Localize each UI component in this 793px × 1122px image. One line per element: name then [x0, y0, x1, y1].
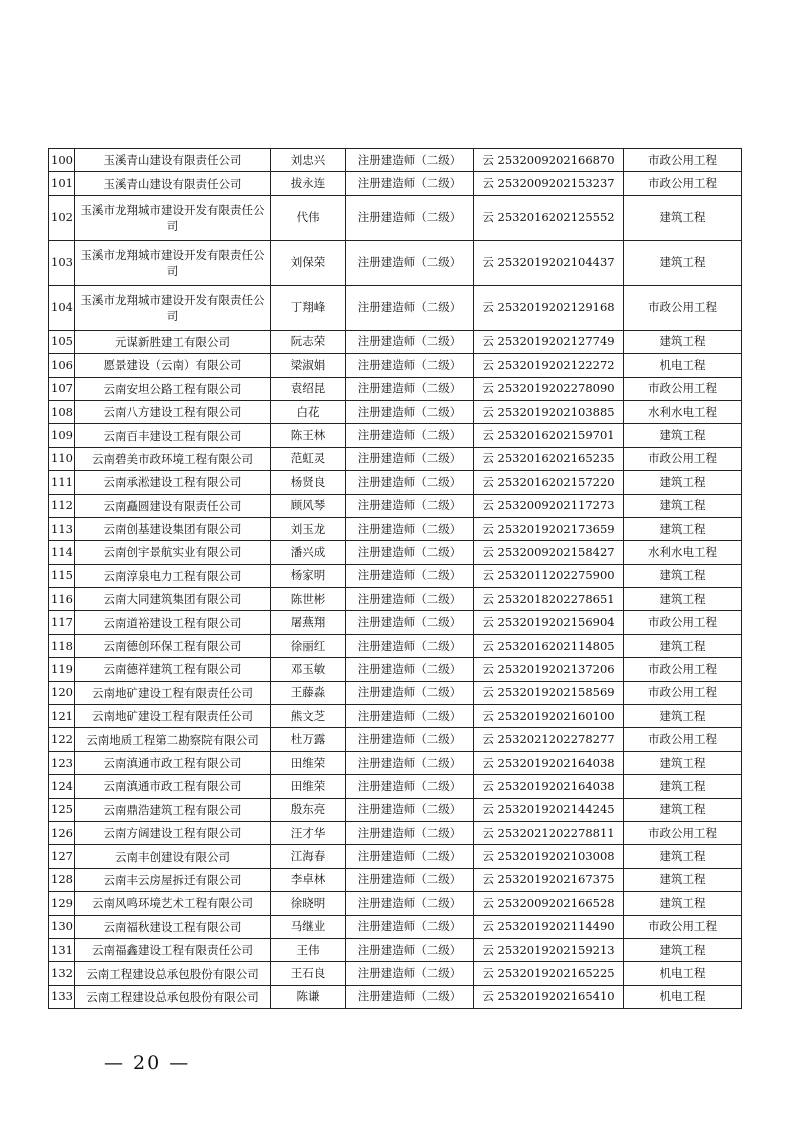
certificate-type-cell: 注册建造师（二级）	[346, 447, 474, 470]
certificate-type-cell: 注册建造师（二级）	[346, 868, 474, 891]
registration-number-cell: 云 2532021202278277	[474, 728, 624, 751]
registration-number-cell: 云 2532019202164038	[474, 751, 624, 774]
person-name-cell: 阮志荣	[271, 330, 346, 353]
company-name-cell: 云南安坦公路工程有限公司	[75, 377, 271, 400]
row-number-cell: 101	[49, 172, 75, 195]
person-name-cell: 熊文芝	[271, 705, 346, 728]
registration-number-cell: 云 2532009202158427	[474, 541, 624, 564]
person-name-cell: 拔永连	[271, 172, 346, 195]
registration-number-cell: 云 2532019202104437	[474, 240, 624, 285]
certificate-type-cell: 注册建造师（二级）	[346, 240, 474, 285]
company-name-cell: 云南碧美市政环境工程有限公司	[75, 447, 271, 470]
registration-number-cell: 云 2532016202114805	[474, 634, 624, 657]
company-name-cell: 云南滇通市政工程有限公司	[75, 751, 271, 774]
row-number-cell: 104	[49, 285, 75, 330]
specialty-cell: 建筑工程	[624, 775, 742, 798]
certificate-type-cell: 注册建造师（二级）	[346, 962, 474, 985]
company-name-cell: 云南矗圆建设有限责任公司	[75, 494, 271, 517]
person-name-cell: 顾风琴	[271, 494, 346, 517]
specialty-cell: 建筑工程	[624, 494, 742, 517]
specialty-cell: 建筑工程	[624, 798, 742, 821]
row-number-cell: 133	[49, 985, 75, 1008]
table-row	[49, 938, 742, 961]
person-name-cell: 江海春	[271, 845, 346, 868]
table-row	[49, 195, 742, 240]
registration-number-cell: 云 2532009202166528	[474, 892, 624, 915]
certificate-type-cell: 注册建造师（二级）	[346, 634, 474, 657]
specialty-cell: 水利水电工程	[624, 400, 742, 423]
specialty-cell: 市政公用工程	[624, 658, 742, 681]
row-number-cell: 110	[49, 447, 75, 470]
registration-number-cell: 云 2532019202160100	[474, 705, 624, 728]
specialty-cell: 建筑工程	[624, 705, 742, 728]
person-name-cell: 王伟	[271, 938, 346, 961]
certificate-type-cell: 注册建造师（二级）	[346, 424, 474, 447]
certificate-type-cell: 注册建造师（二级）	[346, 892, 474, 915]
certificate-type-cell: 注册建造师（二级）	[346, 400, 474, 423]
row-number-cell: 103	[49, 240, 75, 285]
certificate-type-cell: 注册建造师（二级）	[346, 821, 474, 844]
company-name-cell: 云南地矿建设工程有限责任公司	[75, 681, 271, 704]
specialty-cell: 市政公用工程	[624, 821, 742, 844]
person-name-cell: 丁翔峰	[271, 285, 346, 330]
certificate-type-cell: 注册建造师（二级）	[346, 195, 474, 240]
specialty-cell: 建筑工程	[624, 634, 742, 657]
certificate-type-cell: 注册建造师（二级）	[346, 681, 474, 704]
row-number-cell: 119	[49, 658, 75, 681]
table-row	[49, 172, 742, 195]
table-row	[49, 149, 742, 172]
company-name-cell: 云南地矿建设工程有限责任公司	[75, 705, 271, 728]
person-name-cell: 杜万露	[271, 728, 346, 751]
table-row	[49, 611, 742, 634]
specialty-cell: 建筑工程	[624, 330, 742, 353]
certificate-type-cell: 注册建造师（二级）	[346, 705, 474, 728]
registration-number-cell: 云 2532009202117273	[474, 494, 624, 517]
specialty-cell: 市政公用工程	[624, 172, 742, 195]
table-row	[49, 588, 742, 611]
registration-number-cell: 云 2532016202165235	[474, 447, 624, 470]
company-name-cell: 云南滇通市政工程有限公司	[75, 775, 271, 798]
person-name-cell: 刘忠兴	[271, 149, 346, 172]
certificate-type-cell: 注册建造师（二级）	[346, 751, 474, 774]
registration-number-cell: 云 2532019202156904	[474, 611, 624, 634]
table-row	[49, 447, 742, 470]
specialty-cell: 水利水电工程	[624, 541, 742, 564]
specialty-cell: 建筑工程	[624, 195, 742, 240]
specialty-cell: 市政公用工程	[624, 681, 742, 704]
certificate-type-cell: 注册建造师（二级）	[346, 285, 474, 330]
certificate-type-cell: 注册建造师（二级）	[346, 775, 474, 798]
specialty-cell: 市政公用工程	[624, 285, 742, 330]
certificate-type-cell: 注册建造师（二级）	[346, 354, 474, 377]
person-name-cell: 殷东亮	[271, 798, 346, 821]
specialty-cell: 机电工程	[624, 985, 742, 1008]
specialty-cell: 建筑工程	[624, 424, 742, 447]
registration-number-cell: 云 2532019202173659	[474, 517, 624, 540]
company-name-cell: 云南工程建设总承包股份有限公司	[75, 962, 271, 985]
row-number-cell: 115	[49, 564, 75, 587]
certificate-type-cell: 注册建造师（二级）	[346, 798, 474, 821]
person-name-cell: 刘保荣	[271, 240, 346, 285]
company-name-cell: 玉溪市龙翔城市建设开发有限责任公司	[75, 240, 271, 285]
registration-number-cell: 云 2532011202275900	[474, 564, 624, 587]
table-row	[49, 845, 742, 868]
certificate-type-cell: 注册建造师（二级）	[346, 658, 474, 681]
person-name-cell: 屠燕翔	[271, 611, 346, 634]
table-row	[49, 751, 742, 774]
company-name-cell: 元谋新胜建工有限公司	[75, 330, 271, 353]
company-name-cell: 云南福鑫建设工程有限责任公司	[75, 938, 271, 961]
registration-number-cell: 云 2532019202122272	[474, 354, 624, 377]
table-row	[49, 658, 742, 681]
company-name-cell: 云南丰云房屋拆迁有限公司	[75, 868, 271, 891]
company-name-cell: 云南大同建筑集团有限公司	[75, 588, 271, 611]
certificate-type-cell: 注册建造师（二级）	[346, 172, 474, 195]
table-row	[49, 892, 742, 915]
person-name-cell: 梁淑娟	[271, 354, 346, 377]
certificate-type-cell: 注册建造师（二级）	[346, 915, 474, 938]
specialty-cell: 建筑工程	[624, 517, 742, 540]
company-name-cell: 云南方阔建设工程有限公司	[75, 821, 271, 844]
table-row	[49, 634, 742, 657]
company-name-cell: 玉溪市龙翔城市建设开发有限责任公司	[75, 195, 271, 240]
registration-number-cell: 云 2532019202114490	[474, 915, 624, 938]
specialty-cell: 建筑工程	[624, 845, 742, 868]
registration-number-cell: 云 2532019202137206	[474, 658, 624, 681]
certificate-type-cell: 注册建造师（二级）	[346, 845, 474, 868]
row-number-cell: 102	[49, 195, 75, 240]
row-number-cell: 100	[49, 149, 75, 172]
row-number-cell: 120	[49, 681, 75, 704]
row-number-cell: 107	[49, 377, 75, 400]
table-row	[49, 400, 742, 423]
registration-number-cell: 云 2532009202166870	[474, 149, 624, 172]
table-row	[49, 728, 742, 751]
row-number-cell: 116	[49, 588, 75, 611]
person-name-cell: 陈世彬	[271, 588, 346, 611]
row-number-cell: 123	[49, 751, 75, 774]
person-name-cell: 徐晓明	[271, 892, 346, 915]
specialty-cell: 机电工程	[624, 354, 742, 377]
company-name-cell: 愿景建设（云南）有限公司	[75, 354, 271, 377]
company-name-cell: 云南德祥建筑工程有限公司	[75, 658, 271, 681]
certificate-type-cell: 注册建造师（二级）	[346, 728, 474, 751]
person-name-cell: 杨贤良	[271, 471, 346, 494]
row-number-cell: 113	[49, 517, 75, 540]
company-name-cell: 云南风鸣环境艺术工程有限公司	[75, 892, 271, 915]
person-name-cell: 田维荣	[271, 751, 346, 774]
table-row	[49, 377, 742, 400]
registration-number-cell: 云 2532019202144245	[474, 798, 624, 821]
specialty-cell: 建筑工程	[624, 868, 742, 891]
table-row	[49, 471, 742, 494]
table-row	[49, 798, 742, 821]
row-number-cell: 130	[49, 915, 75, 938]
certificate-type-cell: 注册建造师（二级）	[346, 517, 474, 540]
specialty-cell: 市政公用工程	[624, 915, 742, 938]
person-name-cell: 田维荣	[271, 775, 346, 798]
row-number-cell: 112	[49, 494, 75, 517]
person-name-cell: 白花	[271, 400, 346, 423]
table-row	[49, 285, 742, 330]
company-name-cell: 云南百丰建设工程有限公司	[75, 424, 271, 447]
registration-number-cell: 云 2532016202157220	[474, 471, 624, 494]
certificate-type-cell: 注册建造师（二级）	[346, 471, 474, 494]
company-name-cell: 云南创基建设集团有限公司	[75, 517, 271, 540]
certificate-type-cell: 注册建造师（二级）	[346, 588, 474, 611]
specialty-cell: 建筑工程	[624, 471, 742, 494]
person-name-cell: 李卓林	[271, 868, 346, 891]
specialty-cell: 机电工程	[624, 962, 742, 985]
specialty-cell: 市政公用工程	[624, 447, 742, 470]
person-name-cell: 代伟	[271, 195, 346, 240]
registration-number-cell: 云 2532019202129168	[474, 285, 624, 330]
certificate-type-cell: 注册建造师（二级）	[346, 611, 474, 634]
registration-number-cell: 云 2532019202165410	[474, 985, 624, 1008]
company-name-cell: 云南福秋建设工程有限公司	[75, 915, 271, 938]
registration-number-cell: 云 2532018202278651	[474, 588, 624, 611]
certificate-type-cell: 注册建造师（二级）	[346, 330, 474, 353]
row-number-cell: 111	[49, 471, 75, 494]
registration-number-cell: 云 2532019202165225	[474, 962, 624, 985]
table-row	[49, 915, 742, 938]
specialty-cell: 市政公用工程	[624, 377, 742, 400]
registration-number-cell: 云 2532019202159213	[474, 938, 624, 961]
company-name-cell: 云南丰创建设有限公司	[75, 845, 271, 868]
page-number: — 20 —	[104, 1052, 191, 1074]
registration-number-cell: 云 2532016202125552	[474, 195, 624, 240]
company-name-cell: 云南承淞建设工程有限公司	[75, 471, 271, 494]
company-name-cell: 云南德创环保工程有限公司	[75, 634, 271, 657]
company-name-cell: 云南淳泉电力工程有限公司	[75, 564, 271, 587]
table-row	[49, 962, 742, 985]
registration-table-body	[49, 149, 742, 1009]
table-row	[49, 564, 742, 587]
registration-table-container	[48, 148, 741, 1009]
person-name-cell: 汪才华	[271, 821, 346, 844]
specialty-cell: 建筑工程	[624, 240, 742, 285]
person-name-cell: 王藤淼	[271, 681, 346, 704]
specialty-cell: 建筑工程	[624, 564, 742, 587]
row-number-cell: 118	[49, 634, 75, 657]
row-number-cell: 108	[49, 400, 75, 423]
row-number-cell: 128	[49, 868, 75, 891]
specialty-cell: 市政公用工程	[624, 611, 742, 634]
row-number-cell: 125	[49, 798, 75, 821]
person-name-cell: 徐丽红	[271, 634, 346, 657]
specialty-cell: 建筑工程	[624, 938, 742, 961]
specialty-cell: 市政公用工程	[624, 728, 742, 751]
table-row	[49, 354, 742, 377]
registration-number-cell: 云 2532019202103885	[474, 400, 624, 423]
person-name-cell: 陈王林	[271, 424, 346, 447]
certificate-type-cell: 注册建造师（二级）	[346, 149, 474, 172]
specialty-cell: 建筑工程	[624, 751, 742, 774]
certificate-type-cell: 注册建造师（二级）	[346, 938, 474, 961]
company-name-cell: 玉溪青山建设有限责任公司	[75, 149, 271, 172]
specialty-cell: 建筑工程	[624, 588, 742, 611]
row-number-cell: 129	[49, 892, 75, 915]
table-row	[49, 330, 742, 353]
registration-table	[48, 148, 742, 1009]
company-name-cell: 云南道裕建设工程有限公司	[75, 611, 271, 634]
certificate-type-cell: 注册建造师（二级）	[346, 985, 474, 1008]
table-row	[49, 517, 742, 540]
registration-number-cell: 云 2532016202159701	[474, 424, 624, 447]
person-name-cell: 袁绍昆	[271, 377, 346, 400]
table-row	[49, 424, 742, 447]
row-number-cell: 126	[49, 821, 75, 844]
table-row	[49, 541, 742, 564]
row-number-cell: 106	[49, 354, 75, 377]
table-row	[49, 494, 742, 517]
person-name-cell: 邓玉敏	[271, 658, 346, 681]
row-number-cell: 109	[49, 424, 75, 447]
registration-number-cell: 云 2532019202278090	[474, 377, 624, 400]
certificate-type-cell: 注册建造师（二级）	[346, 541, 474, 564]
person-name-cell: 范虹灵	[271, 447, 346, 470]
company-name-cell: 云南八方建设工程有限公司	[75, 400, 271, 423]
specialty-cell: 市政公用工程	[624, 149, 742, 172]
row-number-cell: 132	[49, 962, 75, 985]
registration-number-cell: 云 2532019202103008	[474, 845, 624, 868]
person-name-cell: 刘玉龙	[271, 517, 346, 540]
registration-number-cell: 云 2532019202158569	[474, 681, 624, 704]
registration-number-cell: 云 2532019202127749	[474, 330, 624, 353]
company-name-cell: 云南创宇景航实业有限公司	[75, 541, 271, 564]
registration-number-cell: 云 2532019202164038	[474, 775, 624, 798]
company-name-cell: 玉溪市龙翔城市建设开发有限责任公司	[75, 285, 271, 330]
row-number-cell: 114	[49, 541, 75, 564]
company-name-cell: 云南工程建设总承包股份有限公司	[75, 985, 271, 1008]
row-number-cell: 127	[49, 845, 75, 868]
table-row	[49, 821, 742, 844]
row-number-cell: 105	[49, 330, 75, 353]
table-row	[49, 681, 742, 704]
certificate-type-cell: 注册建造师（二级）	[346, 564, 474, 587]
specialty-cell: 建筑工程	[624, 892, 742, 915]
table-row	[49, 868, 742, 891]
row-number-cell: 131	[49, 938, 75, 961]
certificate-type-cell: 注册建造师（二级）	[346, 377, 474, 400]
registration-number-cell: 云 2532021202278811	[474, 821, 624, 844]
registration-number-cell: 云 2532009202153237	[474, 172, 624, 195]
row-number-cell: 117	[49, 611, 75, 634]
company-name-cell: 玉溪青山建设有限责任公司	[75, 172, 271, 195]
row-number-cell: 124	[49, 775, 75, 798]
table-row	[49, 240, 742, 285]
row-number-cell: 121	[49, 705, 75, 728]
company-name-cell: 云南鼎浩建筑工程有限公司	[75, 798, 271, 821]
person-name-cell: 陈谦	[271, 985, 346, 1008]
table-row	[49, 985, 742, 1008]
certificate-type-cell: 注册建造师（二级）	[346, 494, 474, 517]
company-name-cell: 云南地质工程第二勘察院有限公司	[75, 728, 271, 751]
person-name-cell: 杨家明	[271, 564, 346, 587]
table-row	[49, 775, 742, 798]
person-name-cell: 潘兴成	[271, 541, 346, 564]
person-name-cell: 马继业	[271, 915, 346, 938]
registration-number-cell: 云 2532019202167375	[474, 868, 624, 891]
table-row	[49, 705, 742, 728]
person-name-cell: 王石良	[271, 962, 346, 985]
row-number-cell: 122	[49, 728, 75, 751]
